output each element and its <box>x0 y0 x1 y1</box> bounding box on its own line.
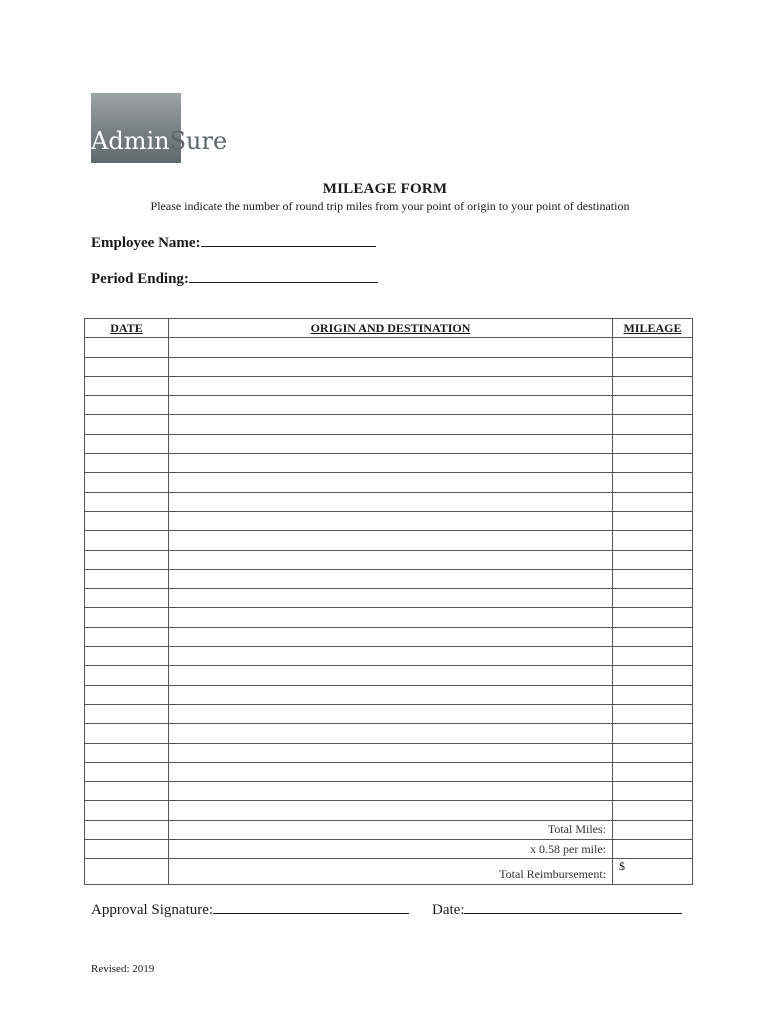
mileage-cell[interactable] <box>613 627 693 646</box>
mileage-cell[interactable] <box>613 743 693 762</box>
origin-destination-cell[interactable] <box>169 454 613 473</box>
mileage-cell[interactable] <box>613 685 693 704</box>
origin-destination-cell[interactable] <box>169 685 613 704</box>
origin-destination-cell[interactable] <box>169 704 613 723</box>
header-mileage: MILEAGE <box>613 319 693 338</box>
table-row <box>85 511 693 530</box>
date-cell[interactable] <box>85 859 169 885</box>
date-cell[interactable] <box>85 454 169 473</box>
mileage-table <box>84 318 693 885</box>
table-row <box>85 376 693 395</box>
date-cell[interactable] <box>85 338 169 357</box>
date-cell[interactable] <box>85 724 169 743</box>
origin-destination-cell[interactable] <box>169 762 613 781</box>
mileage-cell[interactable] <box>613 396 693 415</box>
mileage-cell[interactable] <box>613 511 693 530</box>
date-cell[interactable] <box>85 569 169 588</box>
table-row <box>85 550 693 569</box>
origin-destination-cell[interactable] <box>169 338 613 357</box>
mileage-cell[interactable] <box>613 608 693 627</box>
period-ending-field[interactable] <box>91 268 378 288</box>
revised-note: Revised: 2019 <box>91 963 155 975</box>
date-cell[interactable] <box>85 840 169 859</box>
date-cell[interactable] <box>85 434 169 453</box>
origin-destination-cell[interactable] <box>169 801 613 820</box>
mileage-cell[interactable] <box>613 357 693 376</box>
origin-destination-cell[interactable] <box>169 589 613 608</box>
period-ending-blank[interactable] <box>189 268 378 283</box>
origin-destination-cell[interactable] <box>169 415 613 434</box>
date-cell[interactable] <box>85 550 169 569</box>
date-cell[interactable] <box>85 473 169 492</box>
mileage-cell[interactable] <box>613 762 693 781</box>
origin-destination-cell[interactable] <box>169 473 613 492</box>
origin-destination-cell[interactable] <box>169 569 613 588</box>
total-miles-value[interactable] <box>613 820 693 839</box>
origin-destination-cell[interactable] <box>169 376 613 395</box>
origin-destination-cell[interactable] <box>169 647 613 666</box>
date-cell[interactable] <box>85 608 169 627</box>
employee-name-blank[interactable] <box>201 232 376 247</box>
date-cell[interactable] <box>85 415 169 434</box>
origin-destination-cell[interactable] <box>169 724 613 743</box>
mileage-cell[interactable] <box>613 531 693 550</box>
table-row <box>85 704 693 723</box>
date-cell[interactable] <box>85 801 169 820</box>
mileage-cell[interactable] <box>613 338 693 357</box>
date-cell[interactable] <box>85 704 169 723</box>
table-row <box>85 666 693 685</box>
employee-name-field[interactable] <box>91 232 376 252</box>
date-cell[interactable] <box>85 589 169 608</box>
adminsure-logo <box>91 93 232 163</box>
table-row <box>85 647 693 666</box>
date-field[interactable] <box>432 900 682 919</box>
table-header-row <box>85 319 693 338</box>
origin-destination-cell[interactable] <box>169 357 613 376</box>
total-reimbursement-row <box>85 859 693 885</box>
table-row <box>85 454 693 473</box>
total-reimbursement-label: Total Reimbursement: <box>169 859 613 885</box>
mileage-cell[interactable] <box>613 647 693 666</box>
mileage-cell[interactable] <box>613 704 693 723</box>
table-row <box>85 434 693 453</box>
date-blank[interactable] <box>464 900 682 914</box>
date-cell[interactable] <box>85 647 169 666</box>
table-row <box>85 396 693 415</box>
date-cell[interactable] <box>85 685 169 704</box>
mileage-cell[interactable] <box>613 801 693 820</box>
header-date: DATE <box>85 319 169 338</box>
date-cell[interactable] <box>85 743 169 762</box>
table-row <box>85 589 693 608</box>
origin-destination-cell[interactable] <box>169 666 613 685</box>
employee-name-label: Employee Name: <box>91 235 201 251</box>
rate-row <box>85 840 693 859</box>
date-cell[interactable] <box>85 492 169 511</box>
date-cell[interactable] <box>85 511 169 530</box>
mileage-cell[interactable] <box>613 569 693 588</box>
total-miles-row <box>85 820 693 839</box>
origin-destination-cell[interactable] <box>169 550 613 569</box>
mileage-cell[interactable] <box>613 589 693 608</box>
table-row <box>85 762 693 781</box>
table-row <box>85 743 693 762</box>
mileage-cell[interactable] <box>613 376 693 395</box>
date-cell[interactable] <box>85 762 169 781</box>
date-cell[interactable] <box>85 820 169 839</box>
approval-signature-blank[interactable] <box>213 900 409 914</box>
table-row <box>85 801 693 820</box>
period-ending-label: Period Ending: <box>91 271 189 287</box>
logo-text <box>91 127 227 155</box>
table-row <box>85 531 693 550</box>
mileage-cell[interactable] <box>613 492 693 511</box>
rate-label: x 0.58 per mile: <box>169 840 613 859</box>
logo-text-sure: Sure <box>169 127 228 155</box>
table-row <box>85 338 693 357</box>
table-row <box>85 782 693 801</box>
table-row <box>85 627 693 646</box>
table-row <box>85 724 693 743</box>
logo-text-admin: Admin <box>91 127 170 155</box>
approval-signature-label: Approval Signature: <box>91 902 214 918</box>
total-miles-label: Total Miles: <box>169 820 613 839</box>
header-origin-destination: ORIGIN AND DESTINATION <box>169 319 613 338</box>
mileage-cell[interactable] <box>613 550 693 569</box>
mileage-cell[interactable] <box>613 782 693 801</box>
origin-destination-cell[interactable] <box>169 782 613 801</box>
table-row <box>85 685 693 704</box>
mileage-cell[interactable] <box>613 666 693 685</box>
origin-destination-cell[interactable] <box>169 627 613 646</box>
rate-value[interactable] <box>613 840 693 859</box>
date-cell[interactable] <box>85 627 169 646</box>
table-row <box>85 569 693 588</box>
table-row <box>85 473 693 492</box>
date-cell[interactable] <box>85 396 169 415</box>
origin-destination-cell[interactable] <box>169 434 613 453</box>
mileage-cell[interactable] <box>613 434 693 453</box>
total-reimbursement-value[interactable]: $ <box>613 859 693 885</box>
table-body <box>85 338 693 885</box>
table-row <box>85 357 693 376</box>
origin-destination-cell[interactable] <box>169 531 613 550</box>
mileage-cell[interactable] <box>613 473 693 492</box>
form-title: MILEAGE FORM <box>322 181 448 197</box>
mileage-cell[interactable] <box>613 454 693 473</box>
origin-destination-cell[interactable] <box>169 608 613 627</box>
table-row <box>85 492 693 511</box>
date-cell[interactable] <box>85 357 169 376</box>
table-row <box>85 415 693 434</box>
date-label: Date: <box>432 902 465 918</box>
date-cell[interactable] <box>85 376 169 395</box>
date-cell[interactable] <box>85 531 169 550</box>
form-subtitle: Please indicate the number of round trip miles from your point of origin to your point of destination <box>150 199 630 213</box>
date-cell[interactable] <box>85 782 169 801</box>
date-cell[interactable] <box>85 666 169 685</box>
table-row <box>85 608 693 627</box>
origin-destination-cell[interactable] <box>169 511 613 530</box>
approval-signature-field[interactable] <box>91 900 409 919</box>
origin-destination-cell[interactable] <box>169 396 613 415</box>
origin-destination-cell[interactable] <box>169 743 613 762</box>
mileage-cell[interactable] <box>613 724 693 743</box>
mileage-cell[interactable] <box>613 415 693 434</box>
origin-destination-cell[interactable] <box>169 492 613 511</box>
